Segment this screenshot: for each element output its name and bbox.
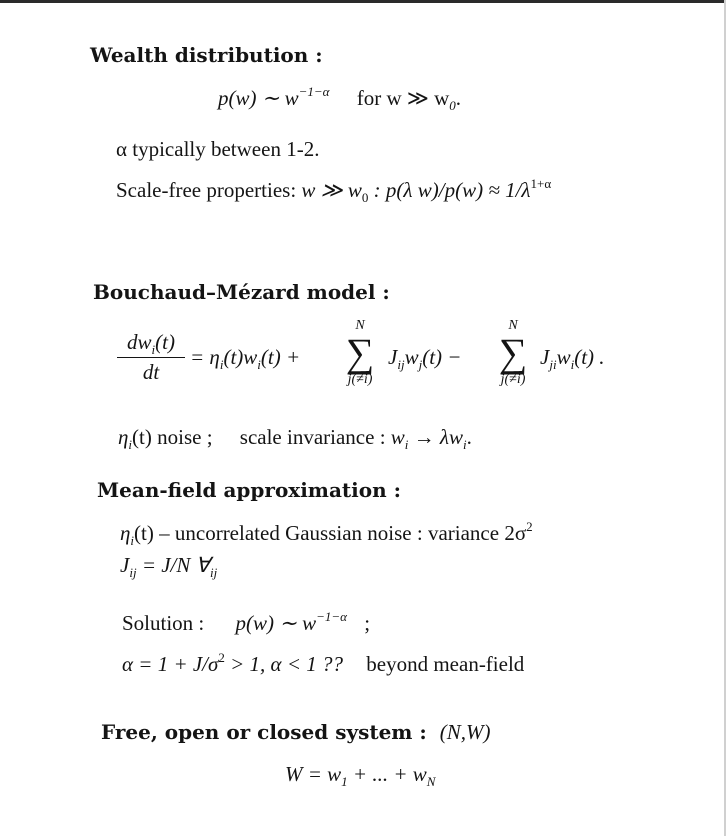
bm-derivative-numerator: $dw_i(t)$ (127, 330, 175, 357)
sum-symbol: ∑ (345, 330, 375, 375)
bm-sum-2 (483, 318, 543, 388)
scale-free-rest: : p(λ w)/p(w) ≈ 1/λ (368, 178, 531, 202)
bm-derivative-denominator: dt (142, 360, 160, 384)
wealth-formula (218, 86, 461, 111)
mf-heading: Mean-field approximation : (97, 478, 401, 502)
sum-lower-limit: j(≠i) (500, 372, 526, 387)
mf-coupling-line: $J_{ij} = J/N$ $\forall_{ij}$ (120, 553, 218, 580)
fraction-bar (117, 357, 185, 358)
bm-term-2: $J_{ji}w_i(t)$ . (540, 345, 605, 372)
mf-alpha-line: $\alpha = 1 + J/\sigma^2 > 1$, α < 1 ?? beyond mean-field (122, 650, 525, 676)
scale-free-prefix: Scale-free properties: (116, 178, 302, 202)
bm-term-1: $J_{ij}w_j(t)$ − (388, 345, 462, 372)
wealth-formula-exponent: −1−α (298, 84, 330, 99)
sum-lower-limit: j(≠i) (347, 372, 373, 387)
wealth-formula-left: p(w) ∼ w (218, 86, 299, 110)
bm-heading: Bouchaud–Mézard model : (93, 280, 390, 304)
sum-symbol: ∑ (498, 330, 528, 375)
mf-noise-line: $\eta_i(t)$ – uncorrelated Gaussian noise : variance $2\sigma^2$ (120, 519, 533, 548)
scale-free-math: w ≫ w (301, 178, 362, 202)
sum-upper-limit: N (508, 318, 518, 333)
wealth-formula-end: . (455, 86, 462, 110)
sum-upper-limit: N (355, 318, 365, 333)
scale-free-sub: 0 (361, 190, 369, 205)
bm-sum-1 (330, 318, 390, 388)
solution-math: p(w) ∼ w (235, 611, 317, 635)
noise-scale-line: $\eta_i(t)$ noise ; scale invariance : $w_i \to \lambda w_i$. (118, 425, 472, 452)
scale-free-exponent: 1+α (530, 176, 552, 191)
wealth-heading: Wealth distribution : (90, 43, 323, 67)
scan-top-edge (0, 0, 726, 3)
system-heading-math: (N,W) (439, 720, 491, 744)
scale-free-line (116, 178, 551, 203)
system-sum-equation: $W = w_1$ + ... + $w_N$ (285, 762, 436, 789)
beyond-mean-field-note: beyond mean-field (366, 652, 525, 676)
wealth-formula-condition: for w ≫ w (356, 86, 450, 110)
wealth-formula-condition-sub: 0 (449, 98, 456, 113)
alpha-range-line: α typically between 1-2. (116, 137, 320, 161)
system-heading: Free, open or closed system : (N,W) (101, 720, 491, 744)
solution-label: Solution : (122, 611, 205, 635)
mf-solution-line: Solution : p(w) ∼ $w^{-1-\alpha}$ ; (122, 609, 371, 635)
bm-derivative-fraction (117, 330, 185, 385)
bm-rhs-part1: = $\eta_i(t)w_i(t)$ + (190, 345, 301, 372)
